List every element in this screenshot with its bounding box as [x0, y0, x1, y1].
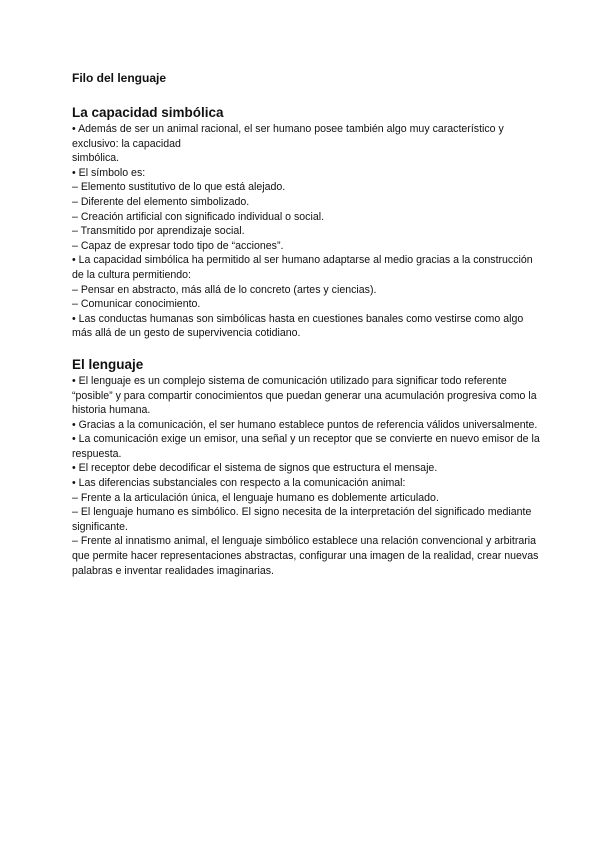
paragraph-line: • El lenguaje es un complejo sistema de comunicación utilizado para significar todo referente “posible” y para compartir conocimientos que puedan generar una acumulación progresiva como la historia humana.: [72, 374, 537, 417]
paragraph-line: – Comunicar conocimiento.: [72, 298, 201, 311]
paragraph-line: • El receptor debe decodificar el sistema de signos que estructura el mensaje.: [72, 462, 438, 475]
paragraph-line: – Diferente del elemento simbolizado.: [72, 195, 250, 208]
section-heading: La capacidad simbólica: [72, 105, 224, 120]
section-capacidad-simbolica: [72, 104, 542, 341]
document-title: Filo del lenguaje: [72, 71, 167, 85]
paragraph-line: • Las diferencias substanciales con respecto a la comunicación animal:: [72, 477, 406, 490]
paragraph-line: – Transmitido por aprendizaje social.: [72, 225, 245, 238]
paragraph-line: – Capaz de expresar todo tipo de “acciones”.: [72, 239, 284, 252]
section-heading: El lenguaje: [72, 356, 144, 372]
paragraph-line: – Frente al innatismo animal, el lenguaje simbólico establece una relación convencional y arbitraria que permite hacer representaciones abstractas, configurar una imagen de la realidad, crear nuevas palabras e inventar realidades imaginarias.: [72, 535, 539, 577]
paragraph-line: • Gracias a la comunicación, el ser humano establece puntos de referencia válidos universalmente.: [72, 418, 538, 431]
paragraph-line: • La capacidad simbólica ha permitido al ser humano adaptarse al medio gracias a la construcción de la cultura permitiendo:: [72, 254, 533, 281]
paragraph-line: simbólica.: [72, 152, 120, 165]
paragraph-line: – El lenguaje humano es simbólico. El signo necesita de la interpretación del significado mediante significante.: [72, 506, 532, 533]
paragraph-line: – Elemento sustitutivo de lo que está alejado.: [72, 181, 286, 194]
paragraph-line: • Las conductas humanas son simbólicas hasta en cuestiones banales como vestirse como algo más allá de un gesto de supervivencia cotidiano.: [72, 312, 524, 340]
paragraph-line: • La comunicación exige un emisor, una señal y un receptor que se convierte en nuevo emisor de la respuesta.: [72, 433, 540, 460]
document-page: [72, 70, 542, 593]
paragraph-line: – Pensar en abstracto, más allá de lo concreto (artes y ciencias).: [72, 283, 377, 296]
paragraph-line: – Creación artificial con significado individual o social.: [72, 210, 325, 223]
paragraph-line: – Frente a la articulación única, el lenguaje humano es doblemente articulado.: [72, 491, 439, 504]
section-el-lenguaje: [72, 356, 542, 578]
paragraph-line: • Además de ser un animal racional, el ser humano posee también algo muy característico y exclusivo: la capacidad: [72, 123, 504, 150]
paragraph-line: • El símbolo es:: [72, 166, 146, 179]
